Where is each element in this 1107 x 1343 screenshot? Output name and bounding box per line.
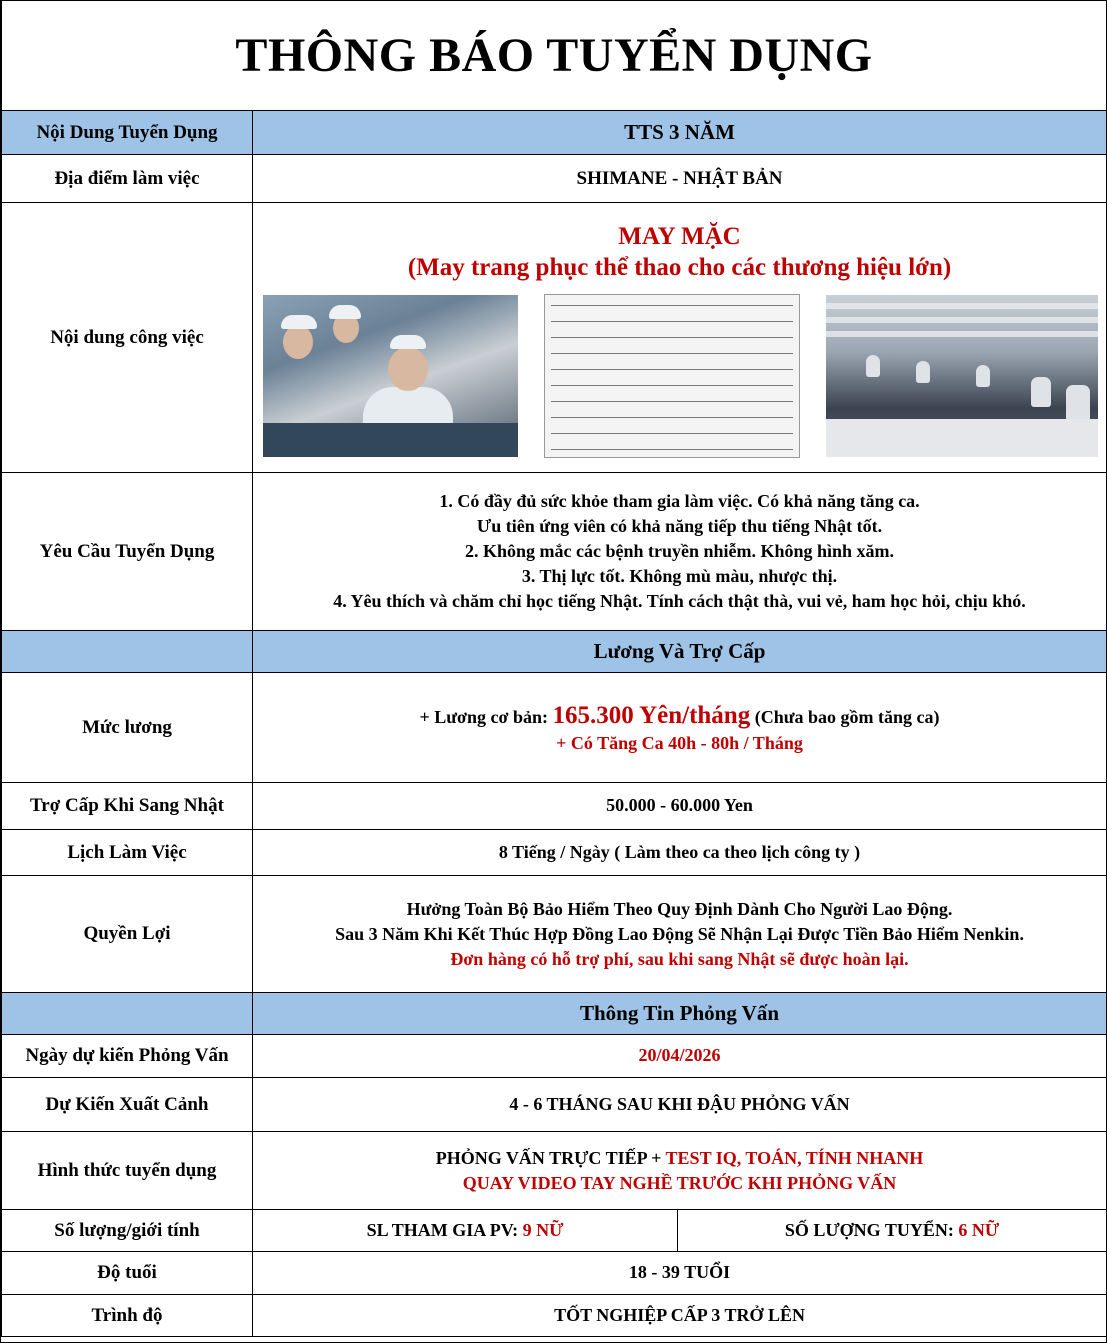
job-label: Nội dung công việc xyxy=(2,203,253,473)
benefits-cell xyxy=(253,876,1107,993)
requirements-row xyxy=(2,473,1107,631)
interview-section-blank xyxy=(2,993,253,1035)
interview-date-label: Ngày dự kiến Phỏng Vấn xyxy=(2,1035,253,1078)
requirement-line: 4. Yêu thích và chăm chỉ học tiếng Nhật. Tính cách thật thà, vui vẻ, ham học hỏi, chịu khó. xyxy=(333,591,1026,611)
salary-label: Mức lương xyxy=(2,673,253,783)
title-row xyxy=(2,1,1107,111)
quantity-right-label: SỐ LƯỢNG TUYỂN: xyxy=(784,1219,959,1240)
requirement-line: 3. Thị lực tốt. Không mù màu, nhược thị. xyxy=(521,566,838,586)
salary-prefix: + Lương cơ bản: xyxy=(419,707,553,728)
salary-line xyxy=(253,699,1106,732)
location-value: SHIMANE - NHẬT BẢN xyxy=(253,155,1107,203)
location-row xyxy=(2,155,1107,203)
salary-cell xyxy=(253,673,1107,783)
garment-factory-floor-photo xyxy=(826,295,1098,457)
quantity-left xyxy=(253,1210,678,1252)
allowance-label: Trợ Cấp Khi Sang Nhật xyxy=(2,783,253,830)
benefits-line-2: Sau 3 Năm Khi Kết Thúc Hợp Đồng Lao Động Sẽ Nhận Lại Được Tiền Bảo Hiểm Nenkin. xyxy=(335,923,1024,944)
schedule-value: 8 Tiếng / Ngày ( Làm theo ca theo lịch công ty ) xyxy=(253,830,1107,876)
departure-label: Dự Kiến Xuất Cảnh xyxy=(2,1078,253,1132)
salary-amount: 165.300 Yên/tháng xyxy=(552,702,751,730)
header-value: TTS 3 NĂM xyxy=(253,111,1107,155)
quantity-row xyxy=(2,1210,1107,1252)
job-photos xyxy=(253,284,1106,468)
job-row xyxy=(2,203,1107,473)
education-row xyxy=(2,1295,1107,1337)
age-value: 18 - 39 TUỔI xyxy=(253,1252,1107,1295)
age-row xyxy=(2,1252,1107,1295)
education-label: Trình độ xyxy=(2,1295,253,1337)
recruit-form-line-2: QUAY VIDEO TAY NGHỀ TRƯỚC KHI PHỎNG VẤN xyxy=(462,1172,897,1193)
allowance-row xyxy=(2,783,1107,830)
interview-section-heading: Thông Tin Phỏng Vấn xyxy=(253,993,1107,1035)
interview-date-value: 20/04/2026 xyxy=(253,1035,1107,1078)
interview-section-row xyxy=(2,993,1107,1035)
schedule-row xyxy=(2,830,1107,876)
requirement-line: 2. Không mắc các bệnh truyền nhiễm. Không hình xăm. xyxy=(464,541,895,561)
benefits-row xyxy=(2,876,1107,993)
benefits-line-1: Hưởng Toàn Bộ Bảo Hiểm Theo Quy Định Dành Cho Người Lao Động. xyxy=(406,898,953,919)
page-title: THÔNG BÁO TUYỂN DỤNG xyxy=(2,1,1107,111)
header-label: Nội Dung Tuyển Dụng xyxy=(2,111,253,155)
departure-row xyxy=(2,1078,1107,1132)
salary-section-row xyxy=(2,631,1107,673)
recruit-form-line-1 xyxy=(253,1146,1106,1171)
location-label: Địa điểm làm việc xyxy=(2,155,253,203)
job-subtitle: (May trang phục thể thao cho các thương hiệu lớn) xyxy=(407,254,952,282)
requirements-cell xyxy=(253,473,1107,631)
pay-slip-document-photo xyxy=(544,294,800,458)
quantity-label: Số lượng/giới tính xyxy=(2,1210,253,1252)
recruitment-table xyxy=(1,1,1107,1337)
sewing-workers-photo xyxy=(263,295,518,457)
header-row xyxy=(2,111,1107,155)
quantity-right-value: 6 NỮ xyxy=(958,1219,1000,1240)
requirements-label: Yêu Cầu Tuyển Dụng xyxy=(2,473,253,631)
salary-row xyxy=(2,673,1107,783)
departure-value: 4 - 6 THÁNG SAU KHI ĐẬU PHỎNG VẤN xyxy=(253,1078,1107,1132)
requirement-line: 1. Có đầy đủ sức khỏe tham gia làm việc. Có khả năng tăng ca. xyxy=(439,491,920,511)
salary-section-blank xyxy=(2,631,253,673)
schedule-label: Lịch Làm Việc xyxy=(2,830,253,876)
job-cell xyxy=(253,203,1107,473)
benefits-label: Quyền Lợi xyxy=(2,876,253,993)
quantity-left-label: SL THAM GIA PV: xyxy=(366,1219,523,1240)
benefits-line-3: Đơn hàng có hỗ trợ phí, sau khi sang Nhật sẽ được hoàn lại. xyxy=(450,948,909,969)
education-value: TỐT NGHIỆP CẤP 3 TRỞ LÊN xyxy=(253,1295,1107,1337)
age-label: Độ tuổi xyxy=(2,1252,253,1295)
salary-note: (Chưa bao gồm tăng ca) xyxy=(750,707,940,728)
recruit-form-part-2: TEST IQ, TOÁN, TÍNH NHANH xyxy=(665,1147,924,1168)
salary-overtime: + Có Tăng Ca 40h - 80h / Tháng xyxy=(556,733,803,754)
allowance-value: 50.000 - 60.000 Yen xyxy=(253,783,1107,830)
recruit-form-row xyxy=(2,1132,1107,1210)
recruit-form-label: Hình thức tuyển dụng xyxy=(2,1132,253,1210)
recruit-form-part-1: PHỎNG VẤN TRỰC TIẾP + xyxy=(435,1147,666,1168)
recruit-form-cell xyxy=(253,1132,1107,1210)
interview-date-row xyxy=(2,1035,1107,1078)
job-title: MAY MẶC xyxy=(618,223,741,250)
salary-section-heading: Lương Và Trợ Cấp xyxy=(253,631,1107,673)
quantity-left-value: 9 NỮ xyxy=(522,1219,564,1240)
quantity-right xyxy=(678,1210,1107,1252)
requirement-line: Ưu tiên ứng viên có khả năng tiếp thu tiếng Nhật tốt. xyxy=(476,516,883,536)
